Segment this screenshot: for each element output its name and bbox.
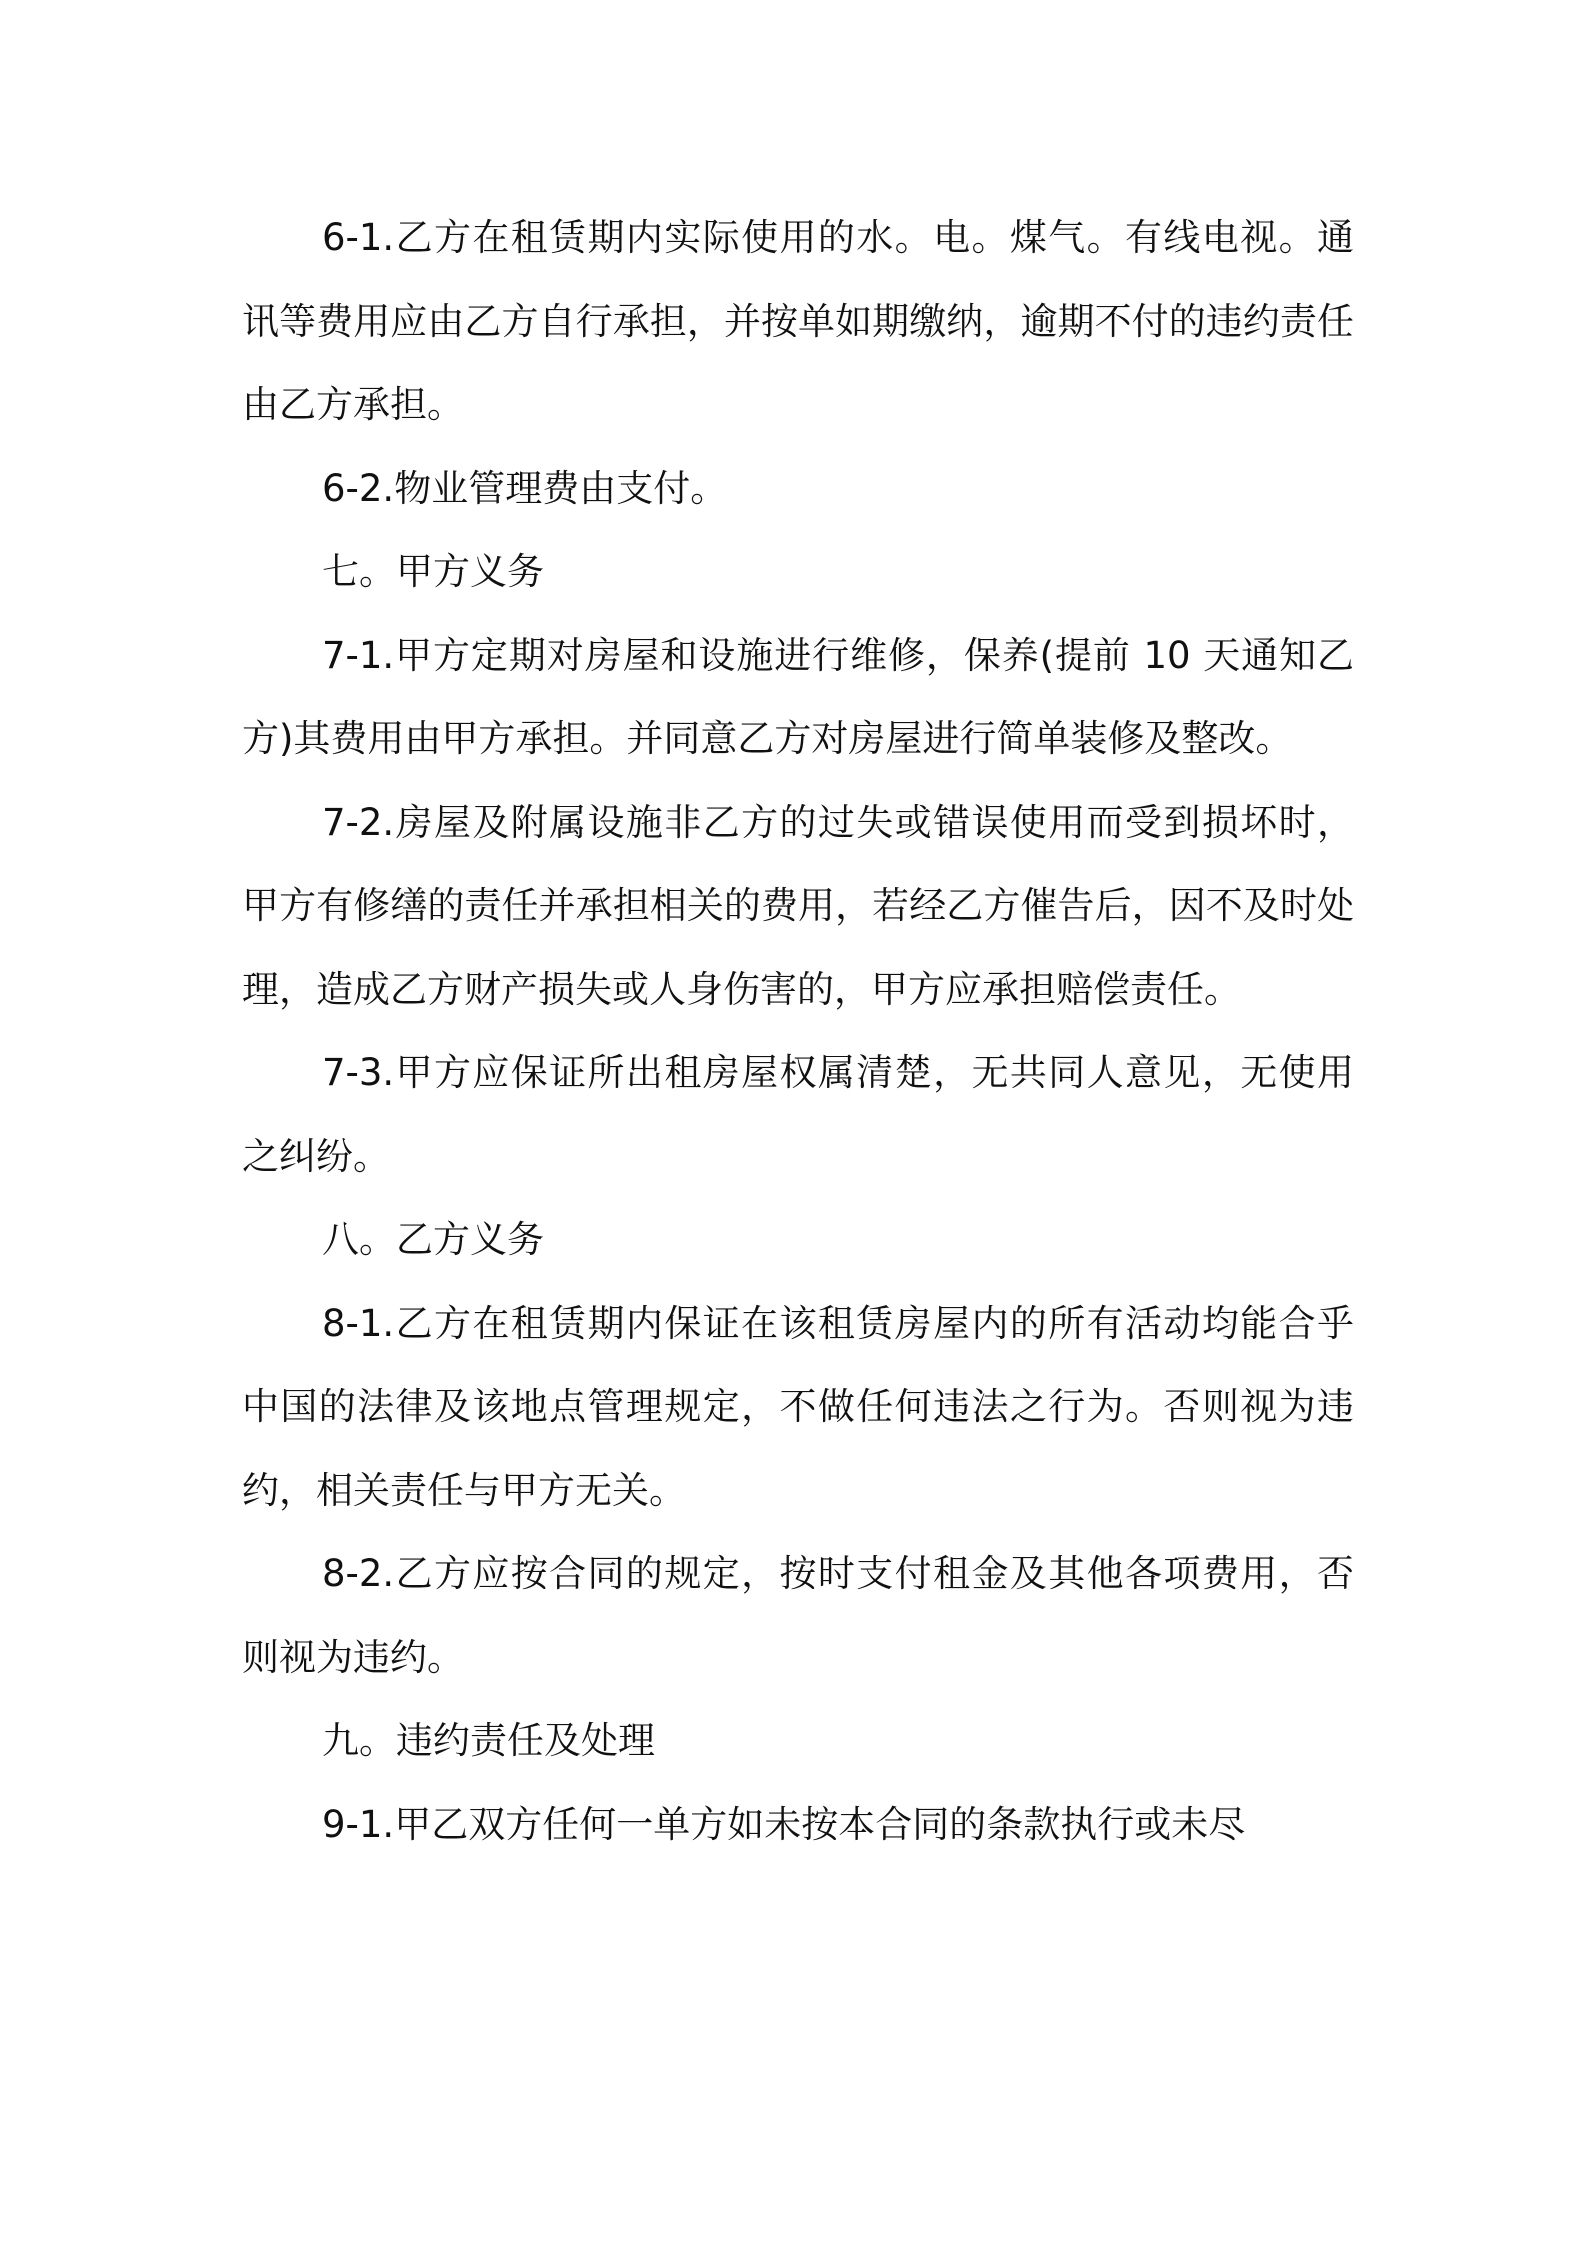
clause-7-1: 7-1.甲方定期对房屋和设施进行维修，保养(提前 10 天通知乙方)其费用由甲方承担。并同意乙方对房屋进行简单装修及整改。 [242,633,1354,760]
clause-7-3: 7-3.甲方应保证所出租房屋权属清楚，无共同人意见，无使用之纠纷。 [242,1051,1354,1178]
clause-6-2: 6-2.物业管理费由支付。 [322,466,728,510]
clause-8-1: 8-1.乙方在租赁期内保证在该租赁房屋内的所有活动均能合乎中国的法律及该地点管理规定，不做任何违法之行为。否则视为违约，相关责任与甲方无关。 [242,1301,1354,1512]
section-heading-7: 七。甲方义务 [322,550,544,593]
section-heading-9: 九。违约责任及处理 [322,1719,655,1762]
clause-8-2: 8-2.乙方应按合同的规定，按时支付租金及其他各项费用，否则视为违约。 [242,1552,1354,1679]
clause-7-2: 7-2.房屋及附属设施非乙方的过失或错误使用而受到损坏时，甲方有修缮的责任并承担相关的费用，若经乙方催告后，因不及时处理，造成乙方财产损失或人身伤害的，甲方应承担赔偿责任。 [242,800,1354,1011]
document-body [242,196,1354,1866]
clause-9-1: 9-1.甲乙双方任何一单方如未按本合同的条款执行或未尽 [322,1802,1246,1846]
section-heading-8: 八。乙方义务 [322,1218,544,1261]
clause-6-1: 6-1.乙方在租赁期内实际使用的水。电。煤气。有线电视。通讯等费用应由乙方自行承担，并按单如期缴纳，逾期不付的违约责任由乙方承担。 [242,216,1354,426]
